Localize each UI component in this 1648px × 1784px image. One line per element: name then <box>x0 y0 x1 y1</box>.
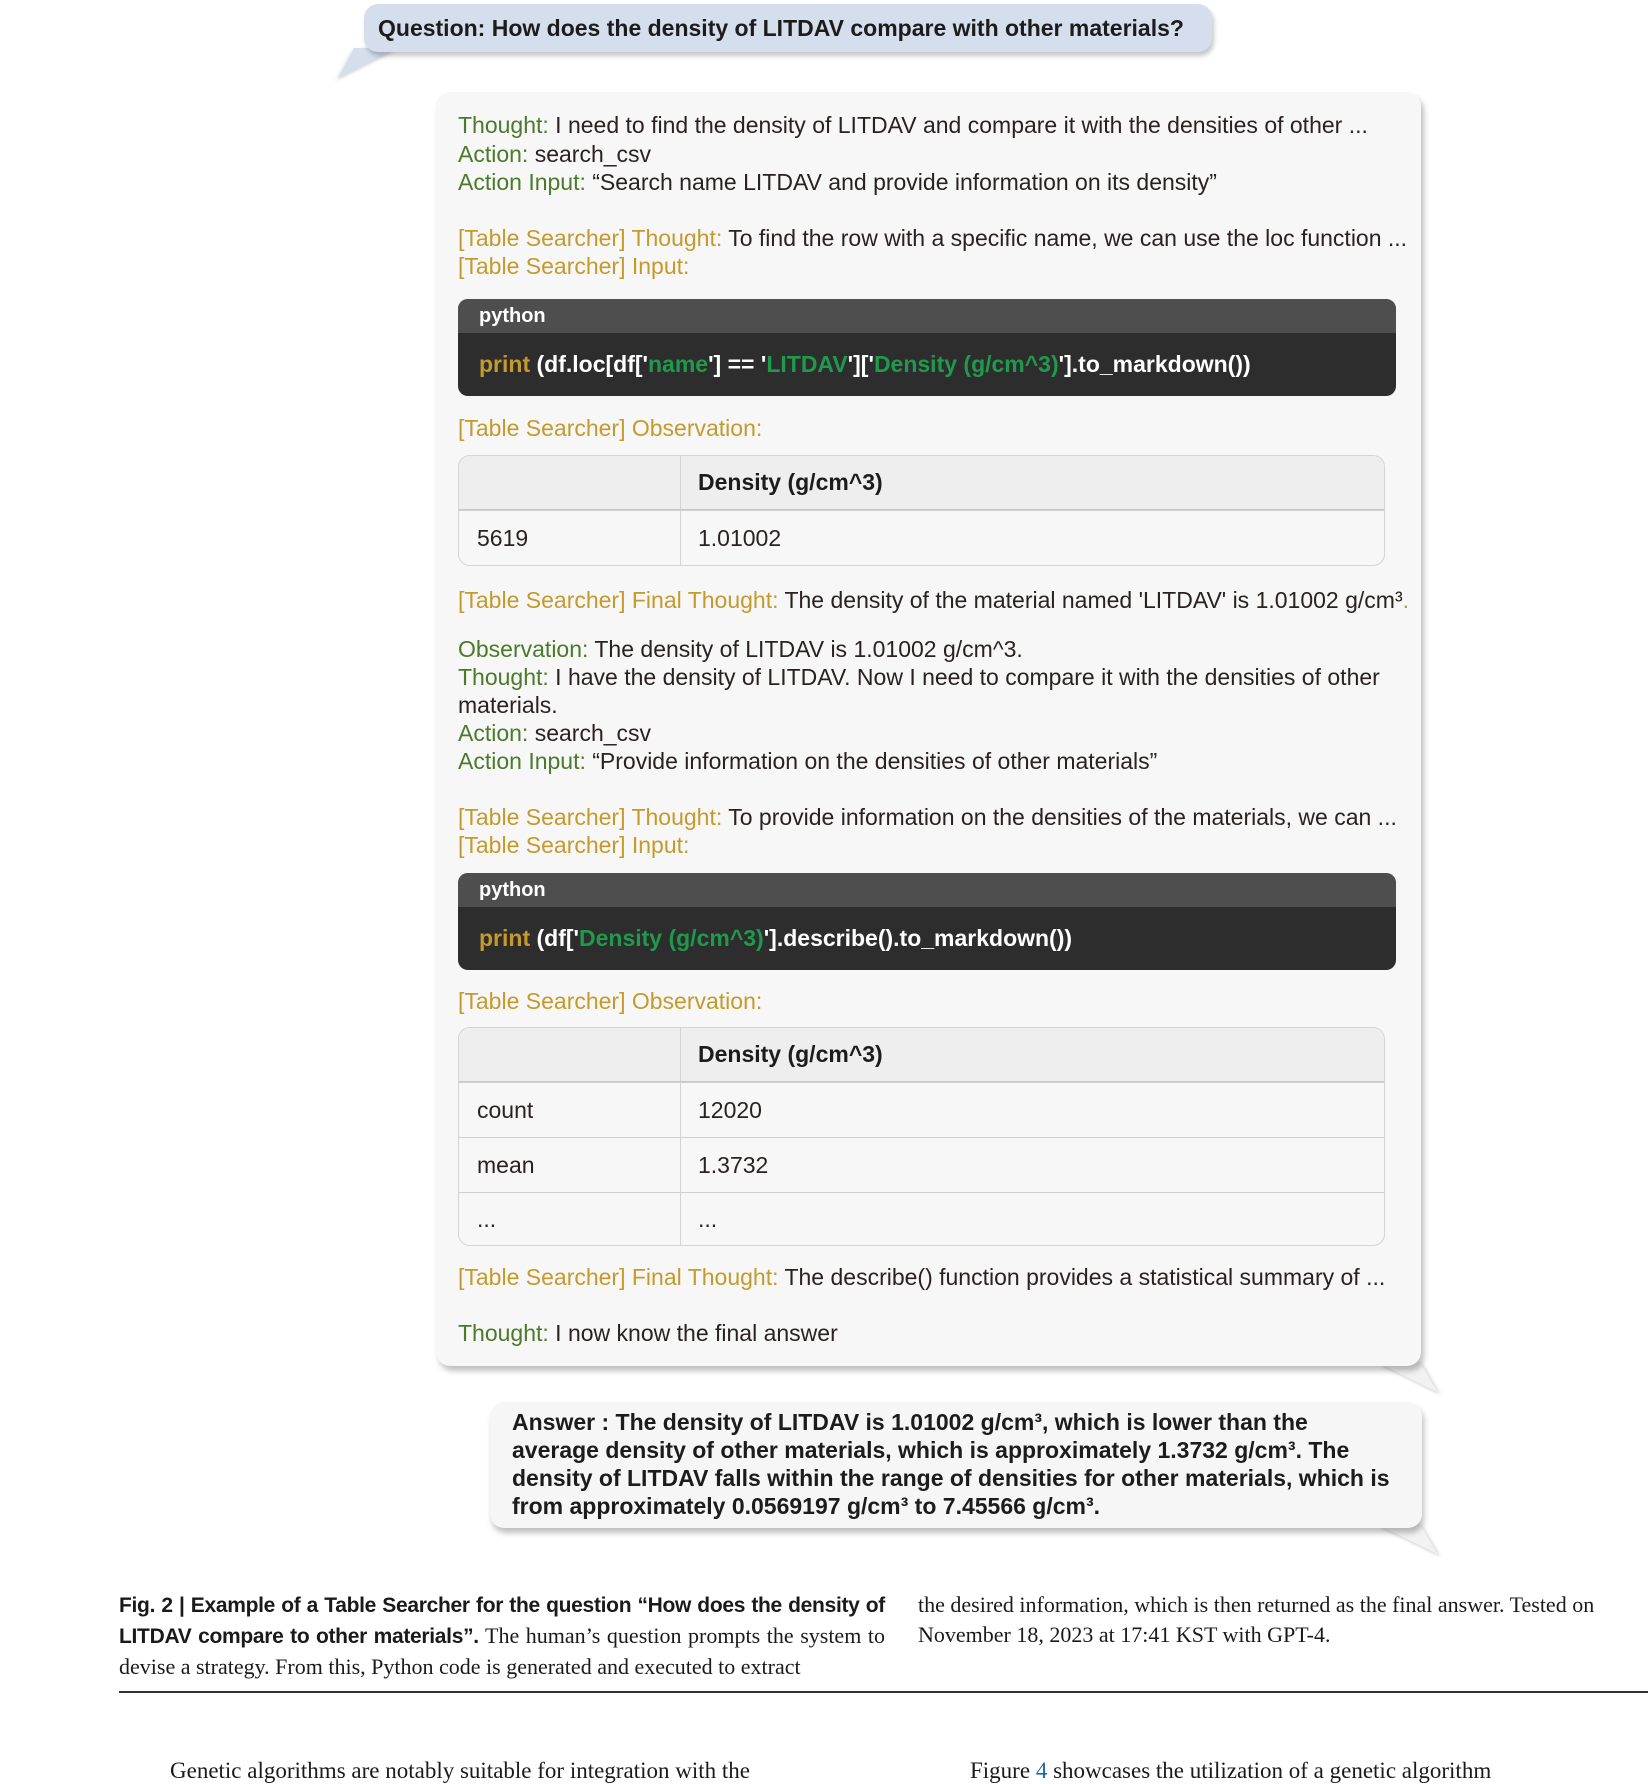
observation-table-2 <box>458 1027 1385 1246</box>
table-row: ... ... <box>459 1192 1384 1245</box>
step3-thought: Thought: I now know the final answer <box>458 1320 838 1346</box>
code-block-2 <box>458 873 1396 970</box>
searcher1-input-label: [Table Searcher] Input: <box>458 253 690 279</box>
searcher2-final-thought: [Table Searcher] Final Thought: The describe() function provides a statistical summary of ... <box>458 1264 1386 1290</box>
answer-line: density of LITDAV falls within the range of densities for other materials, which is <box>512 1465 1390 1491</box>
table-row: mean 1.3732 <box>459 1137 1384 1192</box>
caption-text: the desired information, which is then returned as the final answer. Tested on November 18, 2023 at 17:41 KST with GPT-4. <box>918 1592 1595 1647</box>
caption-divider <box>119 1691 1648 1693</box>
searcher2-input-label: [Table Searcher] Input: <box>458 832 690 858</box>
figure-caption-right <box>918 1590 1648 1650</box>
step2-action-input: Action Input: “Provide information on the densities of other materials” <box>458 748 1158 774</box>
code-lang-label: python <box>458 299 1396 333</box>
searcher1-final-thought: [Table Searcher] Final Thought: The density of the material named 'LITDAV' is 1.01002 g/cm³. <box>458 587 1409 613</box>
agent-bubble-tail <box>1376 1362 1437 1392</box>
step2-observation: Observation: The density of LITDAV is 1.01002 g/cm^3. <box>458 636 1023 662</box>
searcher2-observation-label: [Table Searcher] Observation: <box>458 988 763 1014</box>
table-row: count 12020 <box>459 1082 1384 1137</box>
code-line: print (df['Density (g/cm^3)'].describe().to_markdown()) <box>479 925 1073 951</box>
step1-action: Action: search_csv <box>458 141 652 167</box>
figure-caption-left <box>119 1590 885 1682</box>
table-header-row: Density (g/cm^3) <box>459 456 1384 510</box>
figure-link[interactable]: 4 <box>1035 1758 1048 1783</box>
code-block-1 <box>458 299 1396 396</box>
searcher2-thought: [Table Searcher] Thought: To provide information on the densities of the materials, we can ... <box>458 804 1397 830</box>
answer-bubble-tail <box>1376 1524 1437 1554</box>
answer-line: from approximately 0.0569197 g/cm³ to 7.45566 g/cm³. <box>512 1493 1101 1519</box>
body-paragraph-left: Genetic algorithms are notably suitable for integration with the <box>170 1758 750 1783</box>
searcher1-observation-label: [Table Searcher] Observation: <box>458 415 763 441</box>
step2-thought-continued: materials. <box>458 692 558 718</box>
step1-action-input: Action Input: “Search name LITDAV and provide information on its density” <box>458 169 1217 195</box>
code-lang-label: python <box>458 873 1396 907</box>
caption-title: Fig. 2 | Example of a Table Searcher for the question “How does the density of LITDAV compare to other materials”. <box>119 1594 885 1648</box>
body-paragraph-right: Figure 4 showcases the utilization of a genetic algorithm <box>970 1758 1492 1783</box>
code-line: print (df.loc[df['name'] == 'LITDAV']['Density (g/cm^3)'].to_markdown()) <box>479 351 1251 377</box>
question-text: Question: How does the density of LITDAV compare with other materials? <box>378 14 1184 41</box>
step2-thought: Thought: I have the density of LITDAV. Now I need to compare it with the densities of other <box>458 664 1380 690</box>
caption-text: The human’s question prompts the system to devise a strategy. From this, Python code is generated and executed to extract <box>119 1623 886 1679</box>
step1-thought: Thought: I need to find the density of LITDAV and compare it with the densities of other ... <box>458 112 1368 138</box>
question-bubble <box>364 4 1212 52</box>
observation-table-1 <box>458 455 1385 566</box>
table-row: 5619 1.01002 <box>459 510 1384 565</box>
table-header-row: Density (g/cm^3) <box>459 1028 1384 1082</box>
searcher1-thought: [Table Searcher] Thought: To find the row with a specific name, we can use the loc function ... <box>458 225 1408 251</box>
question-bubble-tail <box>338 48 398 78</box>
answer-line: Answer : The density of LITDAV is 1.01002 g/cm³, which is lower than the <box>512 1409 1308 1435</box>
answer-bubble <box>490 1402 1422 1528</box>
step2-action: Action: search_csv <box>458 720 652 746</box>
answer-line: average density of other materials, which is approximately 1.3732 g/cm³. The <box>512 1437 1350 1463</box>
